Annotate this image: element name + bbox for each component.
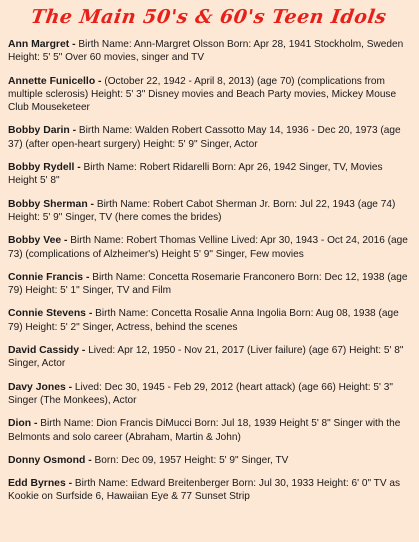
idol-name: Bobby Sherman - [8, 198, 95, 210]
idol-name: Connie Stevens - [8, 308, 93, 320]
list-item [8, 417, 409, 444]
idol-details: Birth Name: Ann-Margret Olsson Born: Apr 28, 1941 Stockholm, Sweden Height: 5' 5" Over 60 movies, singer and TV [8, 39, 404, 64]
list-item [8, 75, 409, 115]
idol-name: Connie Francis - [8, 271, 90, 283]
idol-name: Ann Margret - [8, 39, 76, 50]
idol-details: Birth Name: Concetta Rosemarie Franconero Born: Dec 12, 1938 (age 79) Height: 5' 1" Singer, TV and Film [8, 271, 408, 297]
list-item [8, 161, 409, 188]
list-item [8, 271, 409, 298]
idol-name: Dion - [8, 418, 38, 430]
idol-details: Birth Name: Walden Robert Cassotto May 14, 1936 - Dec 20, 1973 (age 37) (after open-heart surgery) Height: 5' 9" Singer, Actor [8, 125, 401, 150]
list-item [8, 124, 409, 151]
idol-name: Annette Funicello - [8, 75, 102, 87]
idol-details: Birth Name: Robert Ridarelli Born: Apr 26, 1942 Singer, TV, Movies Height 5' 8" [8, 162, 383, 187]
idol-details: Birth Name: Robert Cabot Sherman Jr. Born: Jul 22, 1943 (age 74) Height: 5' 9" Singer, TV (here comes the brides) [8, 198, 396, 223]
idol-details: Born: Dec 09, 1957 Height: 5' 9" Singer, TV [91, 454, 289, 466]
idol-details: Birth Name: Edward Breitenberger Born: Jul 30, 1933 Height: 6' 0" TV as Kookie on Surfside 6, Hawaiian Eye & 77 Sunset Strip [8, 478, 401, 503]
idol-name: Bobby Vee - [8, 235, 68, 247]
idol-name: David Cassidy - [8, 345, 86, 357]
idol-details: Birth Name: Robert Thomas Velline Lived: Apr 30, 1943 - Oct 24, 2016 (age 73) (complications of Alzheimer's) Height 5' 9" Singer, Few movies [8, 235, 408, 260]
list-item [8, 344, 409, 371]
idol-name: Donny Osmond - [8, 454, 92, 466]
list-item [8, 234, 409, 261]
list-item [8, 381, 409, 408]
idol-details: Birth Name: Dion Francis DiMucci Born: Jul 18, 1939 Height 5' 8" Singer with the Belmonts and solo career (Abraham, Martin & John) [8, 418, 401, 443]
list-item [8, 307, 409, 334]
idol-name: Bobby Darin - [8, 125, 77, 137]
idol-details: Birth Name: Concetta Rosalie Anna Ingolia Born: Aug 08, 1938 (age 79) Height: 5' 2" Singer, Actress, behind the scenes [8, 308, 399, 333]
idol-name: Bobby Rydell - [8, 162, 81, 174]
idol-list [8, 38, 409, 504]
idol-details: (October 22, 1942 - April 8, 2013) (age 70) (complications from multiple sclerosis) Height: 5' 3" Disney movies and Beach Party movies, Mickey Mouse Club Mouseketeer [8, 75, 397, 114]
idol-details: Lived: Apr 12, 1950 - Nov 21, 2017 (Liver failure) (age 67) Height: 5' 8" Singer, Actor [8, 345, 404, 370]
list-item [8, 477, 409, 504]
idol-details: Lived: Dec 30, 1945 - Feb 29, 2012 (heart attack) (age 66) Height: 5' 3" Singer (The Monkees), Actor [8, 381, 393, 406]
idol-name: Edd Byrnes - [8, 478, 73, 490]
list-item [8, 454, 409, 467]
list-item [8, 198, 409, 225]
page-title: The Main 50's & 60's Teen Idols [29, 6, 389, 28]
idol-name: Davy Jones - [8, 381, 73, 393]
list-item [8, 38, 409, 65]
